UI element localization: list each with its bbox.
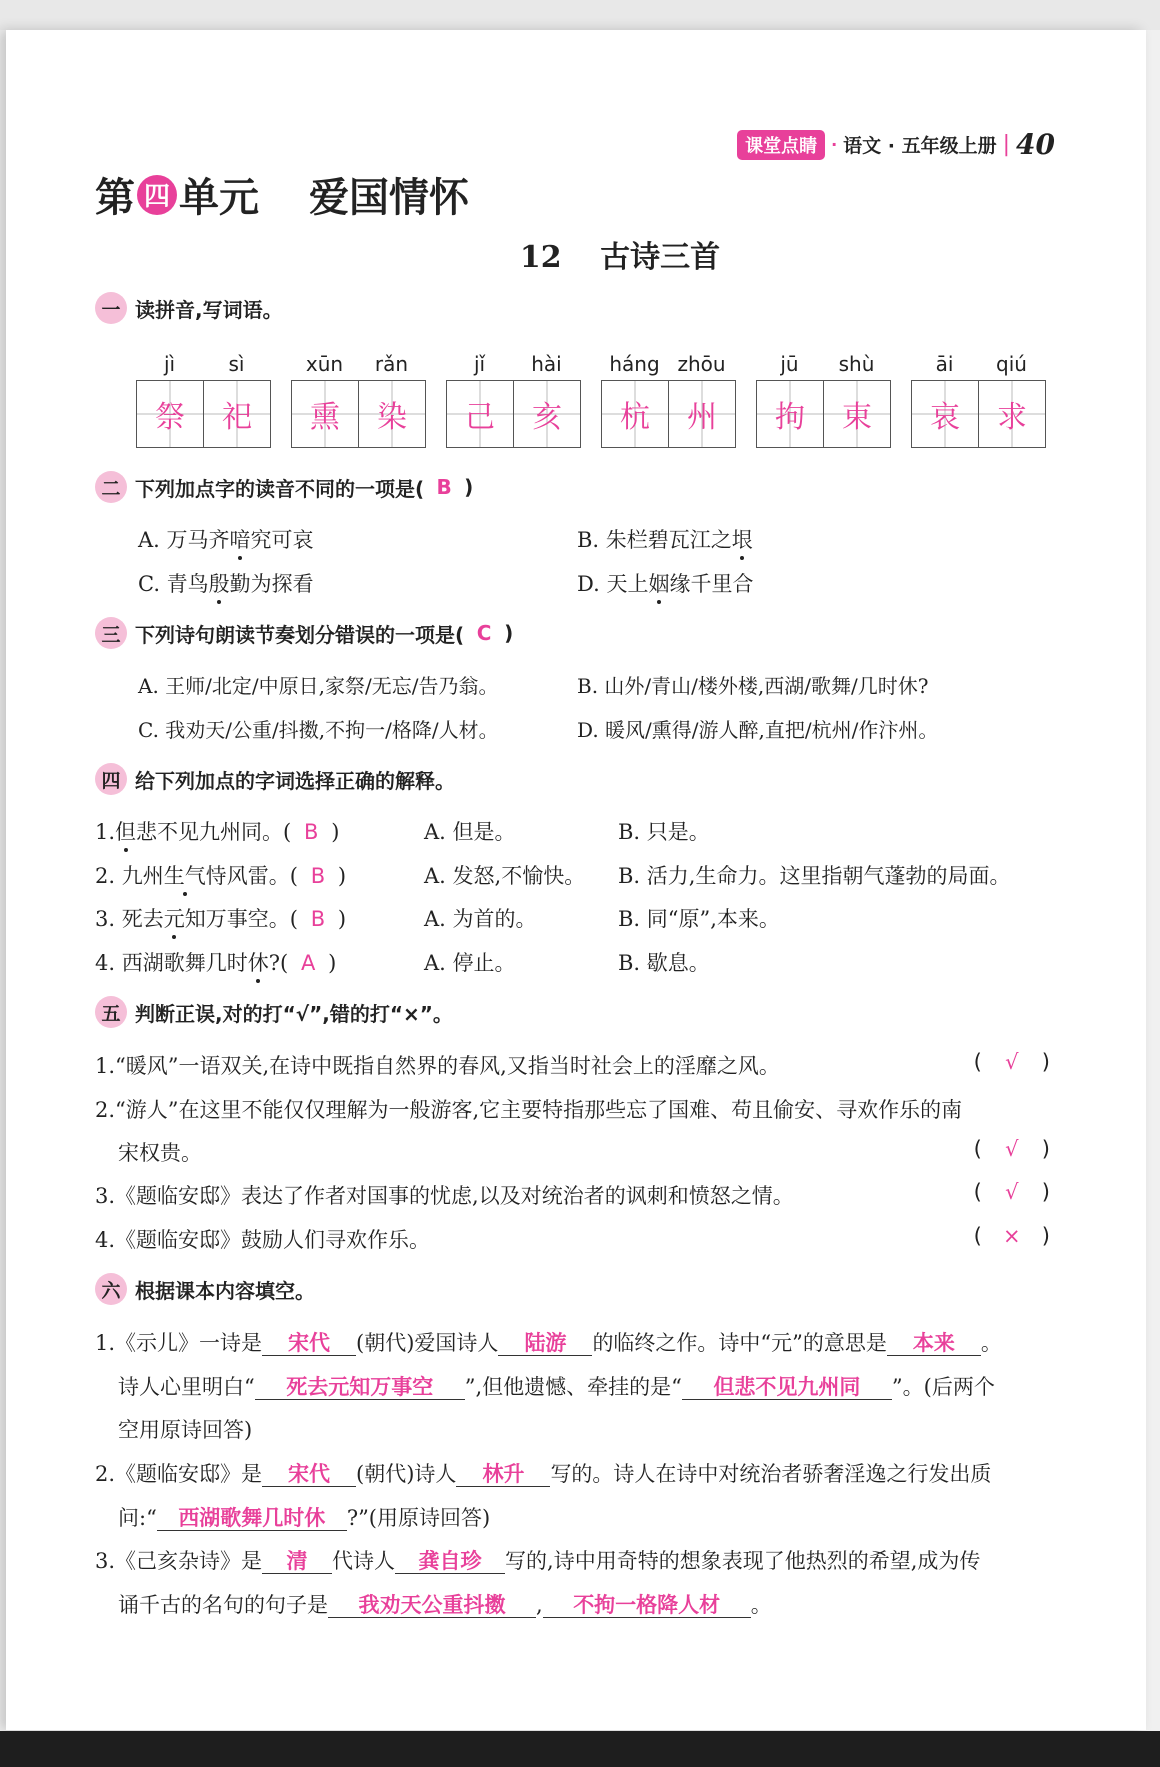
option-b: B. 山外/青山/楼外楼,西湖/歌舞/几时休? [577,674,929,698]
pinyin: rǎn [374,352,409,376]
dotted-char: 垠 [732,524,753,554]
section-1-title: 读拼音,写词语。 [135,297,283,322]
option-c: C. 青鸟殷勤为探看 [138,568,314,598]
char-box: 求 [978,381,1045,447]
pinyin: jǐ [473,352,486,376]
char-box: 祭 [137,381,203,447]
option-d: D. 暖风/熏得/游人醉,直把/杭州/作汴州。 [577,718,939,742]
char-box: 拘 [757,381,823,447]
fill-blank: 宋代 [262,1462,356,1487]
unit-suffix: 单元 [179,175,259,221]
page-number: 40 [1016,128,1055,161]
char-box: 杭 [602,381,668,447]
fill-blank: 但悲不见九州同 [682,1375,892,1400]
section-5-heading [95,996,453,1028]
section-5-title: 判断正误,对的打“√”,错的打“×”。 [135,1001,453,1026]
pinyin: qiú [996,352,1027,376]
dotted-char: 姻 [648,568,669,598]
dotted-char: 元 [164,903,185,933]
choice-b: B. 只是。 [618,820,710,844]
section-5-number: 五 [95,996,127,1028]
judge-answer-4: ( × ) [973,1224,1050,1248]
unit-theme: 爱国情怀 [309,175,469,221]
judge-item-2: 2.“游人”在这里不能仅仅理解为一般游客,它主要特指那些忘了国难、苟且偷安、寻欢作乐的南 [95,1098,963,1122]
fill-q2-line1: 2.《题临安邸》是 宋代 (朝代)诗人 林升 写的。诗人在诗中对统治者骄奢淫逸之行发出质 [95,1462,992,1486]
pinyin: zhōu [677,352,726,376]
word-group [756,352,891,448]
option-a: A. 万马齐喑究可哀 [138,524,314,554]
fill-q1-line3: 空用原诗回答) [118,1418,253,1442]
fill-blank: 我劝天公重抖擞 [328,1593,536,1618]
pinyin: āi [935,352,954,376]
header-dot: · [831,135,838,154]
section-6-number: 六 [95,1273,127,1305]
fill-q1-line2: 诗人心里明白“ 死去元知万事空 ”,但他遗憾、牵挂的是“ 但悲不见九州同 ”。(后两个 [118,1375,995,1399]
question-row: 4. 西湖歌舞几时休?( A ) [95,947,336,977]
lesson-number: 12 [519,240,562,275]
fill-blank: 宋代 [262,1331,356,1356]
answer: B [310,907,326,931]
option-a: A. 王师/北定/中原日,家祭/无忘/告乃翁。 [138,674,499,698]
dotted-char: 殷 [209,568,230,598]
pinyin: xūn [305,352,344,376]
judge-item-2-cont: 宋权贵。 [118,1141,202,1165]
pinyin: hài [531,352,562,376]
choice-b: B. 歇息。 [618,951,710,975]
word-group [136,352,271,448]
pinyin: sì [228,352,245,376]
judge-item-1: 1.“暖风”一语双关,在诗中既指自然界的春风,又指当时社会上的淫靡之风。 [95,1054,780,1078]
char-box: 祀 [203,381,270,447]
choice-a: A. 停止。 [424,951,516,975]
char-box: 染 [358,381,425,447]
word-group [446,352,581,448]
choice-a: A. 为首的。 [424,907,537,931]
dotted-char: 但 [115,816,136,846]
fill-blank: 清 [262,1549,332,1574]
pinyin-grid [136,352,1046,448]
fill-q3-line1: 3.《己亥杂诗》是 清 代诗人 龚自珍 写的,诗中用奇特的想象表现了他热烈的希望,成为传 [95,1549,981,1573]
judge-answer-3: ( √ ) [973,1180,1050,1204]
judge-answer-1: ( √ ) [973,1050,1050,1074]
char-box: 哀 [912,381,978,447]
fill-blank: 林升 [456,1462,550,1487]
option-d: D. 天上姻缘千里合 [577,568,753,598]
section-2-number: 二 [95,471,127,503]
answer: B [310,864,326,888]
header-divider: | [1002,132,1011,157]
choice-a: A. 但是。 [424,820,516,844]
char-box: 己 [447,381,513,447]
pinyin: shù [838,352,875,376]
section-6-heading [95,1273,315,1305]
section-2-heading [95,471,473,503]
section-3-answer: C [476,621,492,645]
section-3-close: ) [504,621,514,645]
word-group [601,352,736,448]
section-3-title: 下列诗句朗读节奏划分错误的一项是( [135,622,465,647]
word-group [291,352,426,448]
top-strip [0,0,1160,30]
question-row: 3. 死去元知万事空。( B ) [95,903,346,933]
fill-q3-line2: 诵千古的名句的句子是 我劝天公重抖擞 , 不拘一格降人材 。 [118,1593,772,1617]
section-3-number: 三 [95,617,127,649]
section-4-heading [95,763,455,795]
fill-blank: 龚自珍 [395,1549,505,1574]
char-box: 熏 [292,381,358,447]
fill-blank: 死去元知万事空 [255,1375,465,1400]
option-b: B. 朱栏碧瓦江之垠 [577,524,753,554]
lesson-title [0,232,1160,276]
dotted-char: 生气 [164,860,206,890]
header-subject: 语文 · 五年级上册 [843,135,997,157]
char-box: 州 [668,381,735,447]
section-4-number: 四 [95,763,127,795]
dotted-char: 喑 [230,524,251,554]
section-2-answer: B [436,475,452,499]
bottom-bar [0,1731,1160,1767]
fill-q1-line1: 1.《示儿》一诗是 宋代 (朝代)爱国诗人 陆游 的临终之作。诗中“元”的意思是 本来 。 [95,1331,1002,1355]
pinyin: háng [609,352,660,376]
question-row: 1.但悲不见九州同。( B ) [95,816,339,846]
section-3-heading [95,617,513,649]
section-6-title: 根据课本内容填空。 [135,1278,315,1303]
judge-item-4: 4.《题临安邸》鼓励人们寻欢作乐。 [95,1228,431,1252]
page-header [737,128,1055,161]
char-box: 束 [823,381,890,447]
choice-b: B. 同“原”,本来。 [618,907,780,931]
option-c: C. 我劝天/公重/抖擞,不拘一/格降/人材。 [138,718,499,742]
fill-q2-line2: 问:“ 西湖歌舞几时休 ?”(用原诗回答) [118,1506,491,1530]
header-badge: 课堂点睛 [737,130,825,160]
section-1-heading [95,292,283,324]
section-1-number: 一 [95,292,127,324]
fill-blank: 本来 [887,1331,981,1356]
judge-answer-2: ( √ ) [973,1137,1050,1161]
answer: B [304,820,319,844]
question-row: 2. 九州生气恃风雷。( B ) [95,860,346,890]
unit-prefix: 第 [95,175,135,221]
section-4-title: 给下列加点的字词选择正确的解释。 [135,768,455,793]
word-group [911,352,1046,448]
lesson-name: 古诗三首 [600,240,721,275]
answer: A [300,951,316,975]
pinyin: jì [163,352,176,376]
judge-item-3: 3.《题临安邸》表达了作者对国事的忧虑,以及对统治者的讽刺和愤怒之情。 [95,1184,794,1208]
fill-blank: 不拘一格降人材 [543,1593,751,1618]
section-2-title: 下列加点字的读音不同的一项是( [135,476,425,501]
fill-blank: 西湖歌舞几时休 [157,1506,347,1531]
section-2-close: ) [464,475,474,499]
unit-number: 四 [137,175,177,215]
pinyin: jū [780,352,799,376]
dotted-char: 休 [248,947,269,977]
choice-a: A. 发怒,不愉快。 [424,864,586,888]
fill-blank: 陆游 [498,1331,592,1356]
choice-b: B. 活力,生命力。这里指朝气蓬勃的局面。 [618,864,1011,888]
unit-title [95,166,469,223]
char-box: 亥 [513,381,580,447]
